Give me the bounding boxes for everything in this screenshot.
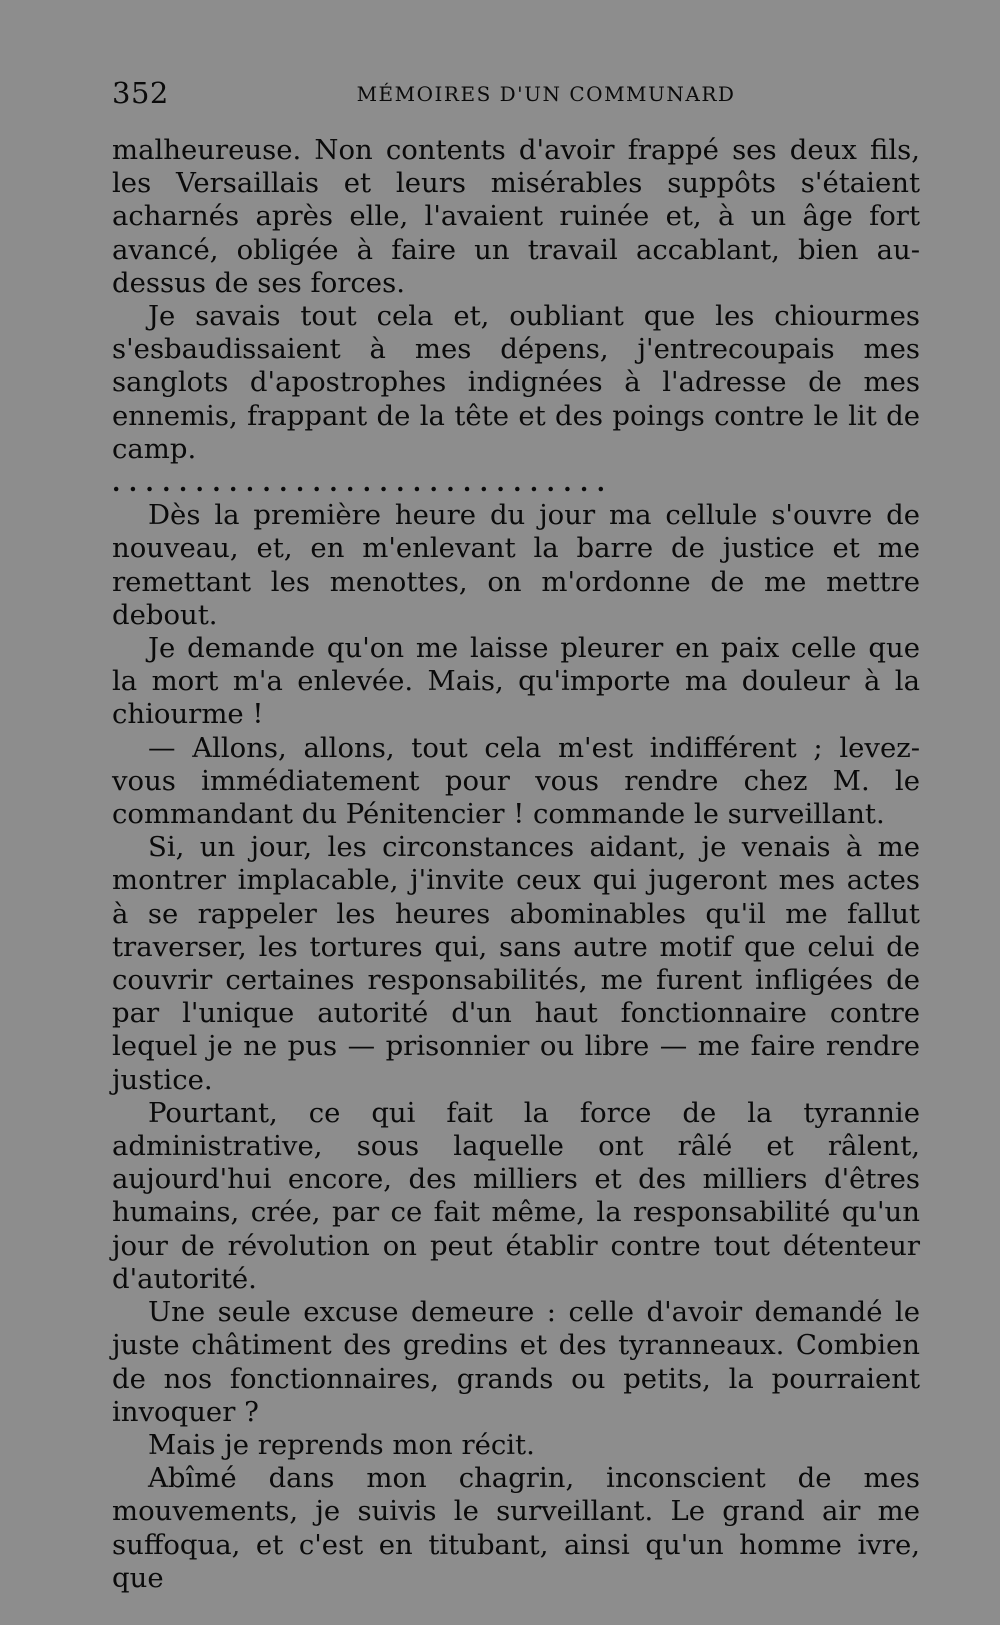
paragraph: Mais je reprends mon récit.	[148, 1428, 535, 1461]
paragraph: Je demande qu'on me laisse pleurer en paix celle que la mort m'a enlevée. Mais, qu'importe ma douleur à la chiourme !	[112, 632, 920, 731]
paragraph: — Allons, allons, tout cela m'est indifférent ; levez-vous immédiatement pour vous rendre chez M. le commandant du Pénitencier ! commande le surveillant.	[112, 731, 920, 831]
paragraph: Dès la première heure du jour ma cellule s'ouvre de nouveau, et, en m'enlevant la barre de justice et me remettant les menottes, on m'ordonne de me mettre debout.	[112, 499, 920, 631]
body-text	[112, 134, 920, 1595]
running-title: MÉMOIRES D'UN COMMUNARD	[356, 82, 736, 106]
section-separator: . . . . . . . . . . . . . . . . . . . . . . . . . . . . . .	[112, 468, 605, 498]
paragraph: Je savais tout cela et, oubliant que les chiourmes s'esbaudissaient à mes dépens, j'entrecoupais mes sanglots d'apostrophes indignées à l'adresse de mes ennemis, frappant de la tête et des poings contre le lit de camp.	[112, 300, 920, 465]
running-head	[112, 68, 920, 118]
paragraph: Une seule excuse demeure : celle d'avoir demandé le juste châtiment des gredins et des tyranneaux. Combien de nos fonctionnaires, grands ou petits, la pourraient invoquer ?	[112, 1296, 920, 1428]
paragraph: Si, un jour, les circonstances aidant, je venais à me montrer implacable, j'invite ceux qui jugeront mes actes à se rappeler les heures abominables qu'il me fallut traverser, les tortures qui, sans autre motif que celui de couvrir certaines responsabilités, me furent infligées de par l'unique autorité d'un haut fonctionnaire contre lequel je ne pus — prisonnier ou libre — me faire rendre justice.	[112, 831, 920, 1096]
paragraph: Pourtant, ce qui fait la force de la tyrannie administrative, sous laquelle ont râlé et râlent, aujourd'hui encore, des milliers et des milliers d'êtres humains, crée, par ce fait même, la responsabilité qu'un jour de révolution on peut établir contre tout détenteur d'autorité.	[112, 1096, 920, 1295]
page-number: 352	[112, 76, 169, 110]
paragraph: malheureuse. Non contents d'avoir frappé ses deux fils, les Versaillais et leurs misérables suppôts s'étaient acharnés après elle, l'avaient ruinée et, à un âge fort avancé, obligée à faire un travail accablant, bien au-dessus de ses forces.	[112, 134, 920, 299]
paragraph: Abîmé dans mon chagrin, inconscient de mes mouvements, je suivis le surveillant. Le grand air me suffoqua, et c'est en titubant, ainsi qu'un homme ivre, que	[112, 1462, 920, 1594]
